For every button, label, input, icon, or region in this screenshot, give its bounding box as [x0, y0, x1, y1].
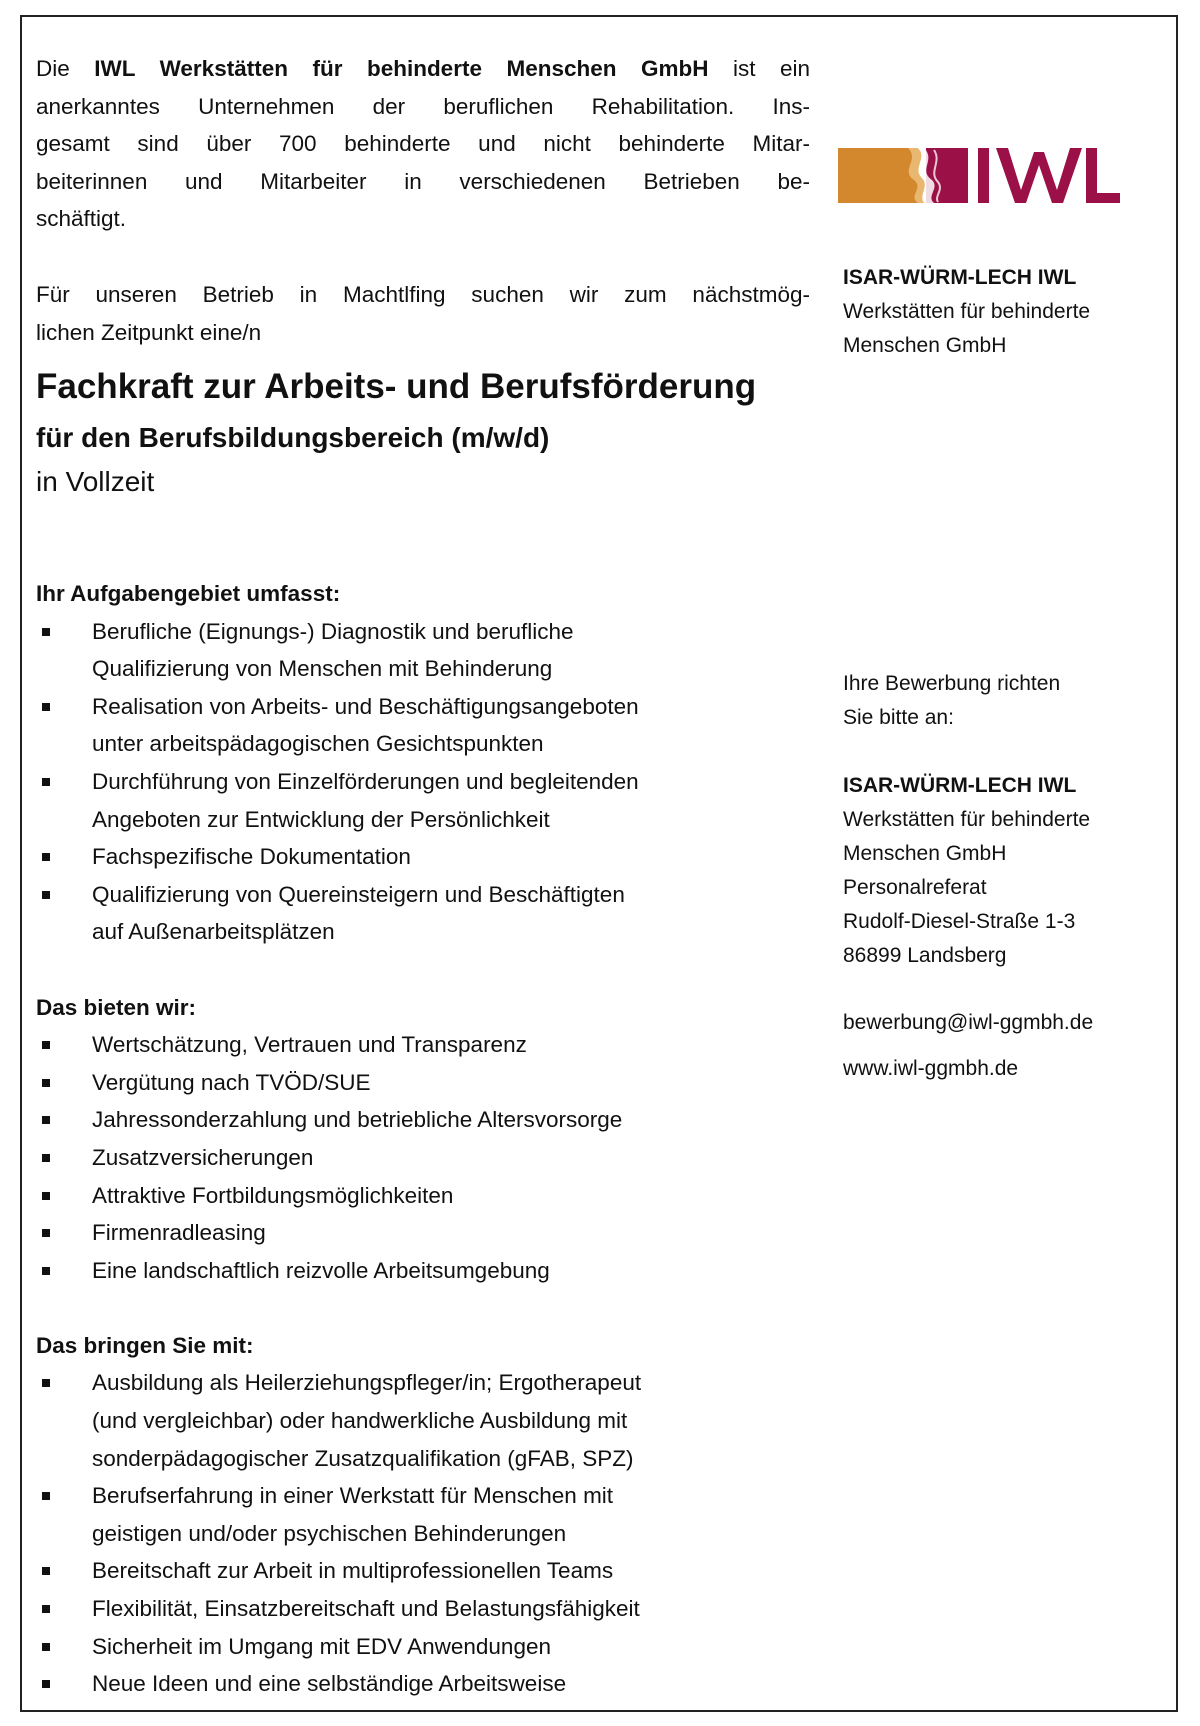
list-item: [36, 1364, 816, 1477]
list-item: [36, 1665, 816, 1703]
list-item: [36, 613, 816, 688]
bullet-icon: [42, 1567, 50, 1575]
item-text: Berufserfahrung in einer Werkstatt für Menschen mit geistigen und/oder psychischen Behinderungen: [92, 1483, 614, 1546]
intro-text: Die: [36, 56, 95, 81]
address-line: Personalreferat: [843, 876, 987, 899]
bullet-icon: [42, 891, 50, 899]
job-subtitle: für den Berufsbildungsbereich (m/w/d): [36, 422, 550, 453]
bullet-list: [36, 1364, 816, 1702]
bullet-icon: [42, 1041, 50, 1049]
search-line: Für unseren Betrieb in Machtlfing suchen wir zum nächstmög-: [36, 282, 810, 307]
item-text: Vergütung nach TVÖD/SUE: [92, 1069, 371, 1095]
bullet-icon: [42, 1154, 50, 1162]
list-item: [36, 1177, 816, 1215]
item-text: Berufliche (Eignungs-) Diagnostik und berufliche Qualifizierung von Menschen mit Behinderung: [92, 618, 574, 682]
job-title: Fachkraft zur Arbeits- und Berufsförderung: [36, 367, 757, 406]
intro-line: [36, 50, 810, 88]
list-item: [36, 763, 816, 838]
address-line: 86899 Landsberg: [843, 944, 1007, 967]
item-text: Zusatzversicherungen: [92, 1144, 314, 1170]
bullet-icon: [42, 1192, 50, 1200]
list-item: [36, 688, 816, 763]
item-text: Jahressonderzahlung und betriebliche Altersvorsorge: [92, 1107, 623, 1133]
bullet-icon: [42, 1643, 50, 1651]
bullet-icon: [42, 1229, 50, 1237]
list-item: [36, 876, 816, 951]
intro-line: beiterinnen und Mitarbeiter in verschiedenen Betrieben be-: [36, 168, 810, 194]
intro-line: schäftigt.: [36, 206, 127, 232]
list-item: [36, 1026, 816, 1064]
item-text: Sicherheit im Umgang mit EDV Anwendungen: [92, 1633, 551, 1659]
company-name-bold: IWL Werkstätten für behinderte Menschen GmbH: [94, 56, 709, 81]
application-block: [843, 667, 1093, 1086]
section-tasks: [36, 575, 816, 951]
bullet-icon: [42, 1605, 50, 1613]
item-text: Attraktive Fortbildungsmöglichkeiten: [92, 1182, 454, 1208]
bullet-list: [36, 1026, 816, 1289]
bullet-list: [36, 613, 816, 951]
item-text: Durchführung von Einzelförderungen und begleitenden Angeboten zur Entwicklung der Persönlichkeit: [92, 768, 639, 832]
item-text: Flexibilität, Einsatzbereitschaft und Belastungsfähigkeit: [92, 1596, 640, 1622]
list-item: [36, 1590, 816, 1628]
company-line: Menschen GmbH: [843, 334, 1007, 357]
intro-line: gesamt sind über 700 behinderte und nicht behinderte Mitar-: [36, 131, 810, 157]
item-text: Ausbildung als Heilerziehungspfleger/in; Ergotherapeut (und vergleichbar) oder handwerkliche Ausbildung mit sonderpädagogischer Zusatzqualifikation (gFAB, SPZ): [92, 1370, 642, 1471]
list-item: [36, 838, 816, 876]
bullet-icon: [42, 1079, 50, 1087]
apply-intro: Ihre Bewerbung richten: [843, 672, 1061, 695]
website-link[interactable]: www.iwl-ggmbh.de: [843, 1057, 1019, 1080]
item-text: Realisation von Arbeits- und Beschäftigungsangeboten unter arbeitspädagogischen Gesichtspunkten: [92, 693, 639, 757]
bullet-icon: [42, 853, 50, 861]
section-heading: Das bieten wir:: [36, 994, 197, 1020]
job-type: in Vollzeit: [36, 466, 155, 497]
item-text: Firmenradleasing: [92, 1220, 266, 1246]
job-sections: [36, 575, 816, 1703]
item-text: Eine landschaftlich reizvolle Arbeitsumgebung: [92, 1257, 550, 1283]
list-item: [36, 1477, 816, 1552]
section-heading: Ihr Aufgabengebiet umfasst:: [36, 581, 341, 606]
address-line: Rudolf-Diesel-Straße 1-3: [843, 910, 1076, 933]
company-block: [843, 261, 1090, 363]
search-paragraph: [36, 276, 810, 351]
apply-company-name: ISAR-WÜRM-LECH IWL: [843, 774, 1077, 797]
iwl-logo: [838, 140, 1120, 212]
list-item: [36, 1064, 816, 1102]
bullet-icon: [42, 703, 50, 711]
item-text: Bereitschaft zur Arbeit in multiprofessionellen Teams: [92, 1558, 614, 1584]
list-item: [36, 1628, 816, 1666]
item-text: Fachspezifische Dokumentation: [92, 844, 411, 870]
email-link[interactable]: bewerbung@iwl-ggmbh.de: [843, 1011, 1094, 1034]
list-item: [36, 1139, 816, 1177]
company-name: ISAR-WÜRM-LECH IWL: [843, 266, 1077, 289]
list-item: [36, 1252, 816, 1290]
bullet-icon: [42, 1680, 50, 1688]
section-heading: Das bringen Sie mit:: [36, 1332, 254, 1358]
address-line: Menschen GmbH: [843, 842, 1007, 865]
list-item: [36, 1101, 816, 1139]
intro-text: ist ein: [708, 56, 811, 81]
section-offer: [36, 989, 816, 1290]
search-line: lichen Zeitpunkt eine/n: [36, 319, 262, 345]
address-line: Werkstätten für behinderte: [843, 808, 1091, 831]
section-requirements: [36, 1327, 816, 1703]
list-item: [36, 1552, 816, 1590]
intro-paragraph: [36, 50, 810, 238]
bullet-icon: [42, 778, 50, 786]
bullet-icon: [42, 1379, 50, 1387]
item-text: Wertschätzung, Vertrauen und Transparenz: [92, 1032, 527, 1058]
item-text: Neue Ideen und eine selbständige Arbeitsweise: [92, 1671, 567, 1697]
bullet-icon: [42, 1116, 50, 1124]
apply-intro: Sie bitte an:: [843, 706, 954, 729]
bullet-icon: [42, 1267, 50, 1275]
bullet-icon: [42, 1492, 50, 1500]
company-line: Werkstätten für behinderte: [843, 300, 1091, 323]
bullet-icon: [42, 628, 50, 636]
intro-line: anerkanntes Unternehmen der beruflichen Rehabilitation. Ins-: [36, 93, 810, 119]
item-text: Qualifizierung von Quereinsteigern und Beschäftigten auf Außenarbeitsplätzen: [92, 881, 625, 945]
list-item: [36, 1214, 816, 1252]
